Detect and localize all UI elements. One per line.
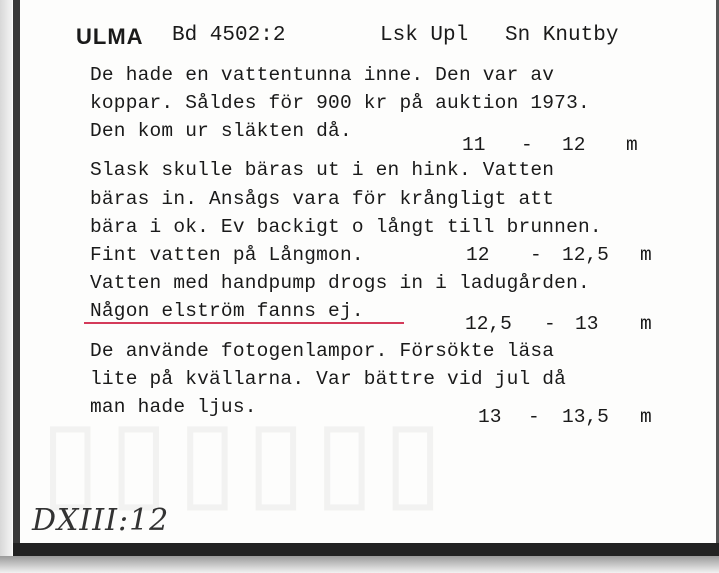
measure-to: 13,5 <box>562 406 609 428</box>
measure-from: 13 <box>478 406 502 428</box>
measure-dash: - <box>530 244 542 266</box>
measure-unit: m <box>640 313 652 335</box>
measure-to: 12 <box>562 134 586 156</box>
text-line: Fint vatten på Långmon. <box>90 244 364 266</box>
text-line: Vatten med handpump drogs in i ladugården. <box>90 272 590 294</box>
reference-number: Bd 4502:2 <box>172 24 286 47</box>
text-line: bära i ok. Ev backigt o långt till brunnen. <box>90 216 602 238</box>
measure-unit: m <box>626 134 638 156</box>
socken-label: Sn Knutby <box>505 24 619 47</box>
text-line: De använde fotogenlampor. Försökte läsa <box>90 340 555 362</box>
measure-dash: - <box>544 313 556 335</box>
measure-from: 12 <box>466 244 490 266</box>
text-line: Någon elström fanns ej. <box>90 300 364 322</box>
card-edge-left <box>0 0 12 573</box>
measure-dash: - <box>521 134 533 156</box>
card-border-bottom <box>13 543 719 556</box>
archive-code: ULMA <box>76 24 144 49</box>
text-line: De hade en vattentunna inne. Den var av <box>90 64 555 86</box>
measure-to: 12,5 <box>562 244 609 266</box>
card-border-left <box>13 0 20 560</box>
text-line: lite på kvällarna. Var bättre vid jul då <box>90 368 567 390</box>
text-line: koppar. Såldes för 900 kr på auktion 1973. <box>90 92 590 114</box>
red-underline <box>84 322 404 324</box>
text-line: Den kom ur släkten då. <box>90 120 352 142</box>
measure-to: 13 <box>575 313 599 335</box>
text-line: man hade ljus. <box>90 396 257 418</box>
handwritten-signum: DXIII:12 <box>32 503 170 538</box>
text-line: Slask skulle bäras ut i en hink. Vatten <box>90 159 555 181</box>
measure-from: 12,5 <box>465 313 512 335</box>
card-edge-bottom <box>0 556 719 573</box>
text-line: bäras in. Ansågs vara för krångligt att <box>90 188 555 210</box>
landskap-label: Lsk Upl <box>380 24 469 47</box>
measure-unit: m <box>640 244 652 266</box>
measure-dash: - <box>528 406 540 428</box>
measure-unit: m <box>640 406 652 428</box>
measure-from: 11 <box>462 134 486 156</box>
